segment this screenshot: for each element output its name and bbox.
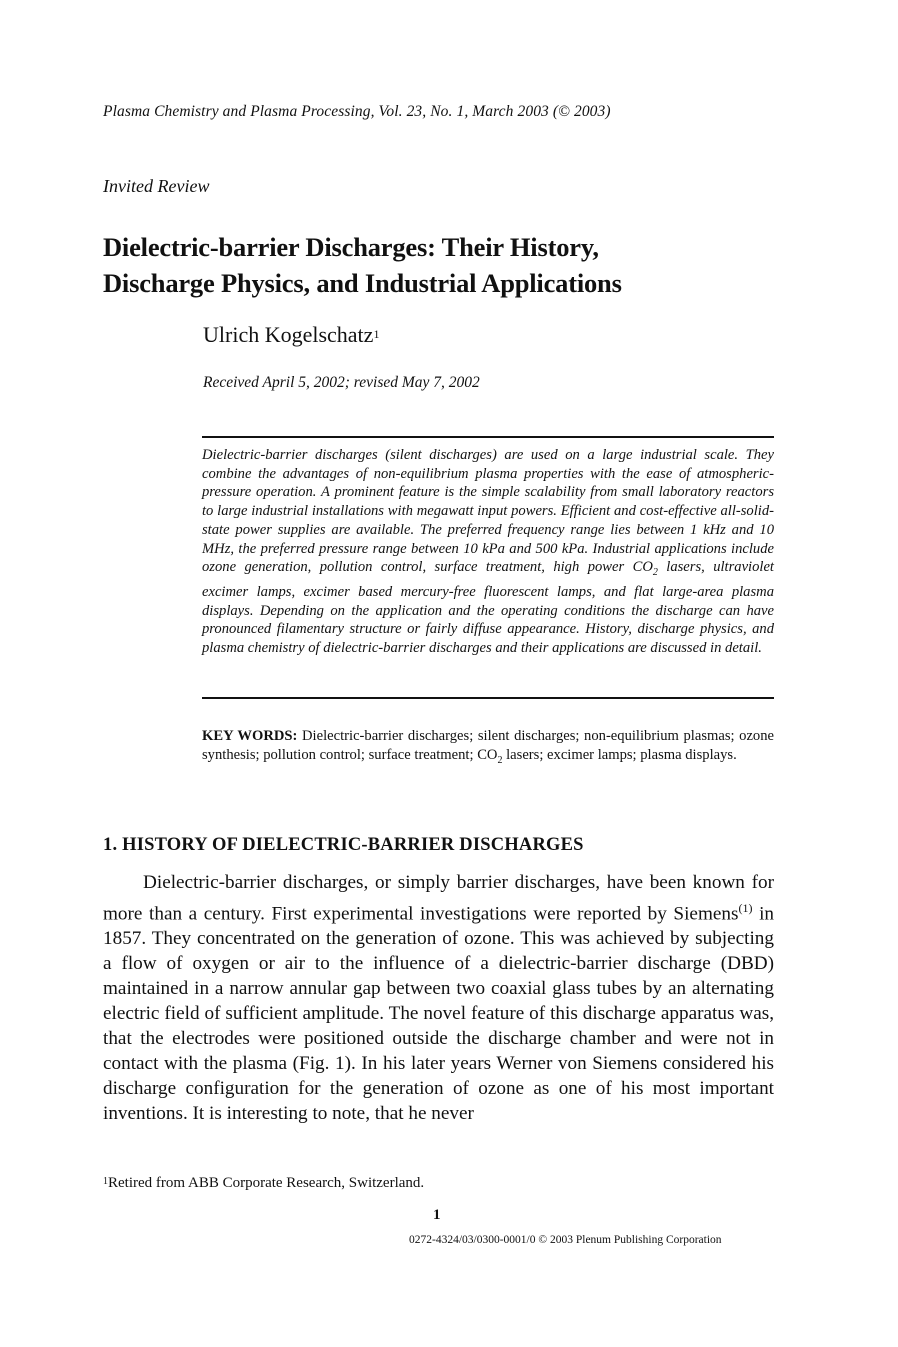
title-line-2: Discharge Physics, and Industrial Applications xyxy=(103,268,622,298)
body-text xyxy=(103,871,774,1126)
body-text-2: in 1857. They concentrated on the generation of ozone. This was achieved by subjecting a flow of oxygen or air to the influence of a dielectric-barrier discharge (DBD) maintained in a narrow annular gap between two coaxial glass tubes by an alternating electric field of sufficient amplitude. The novel feature of this discharge apparatus was, that the electrodes were positioned outside the discharge chamber and were not in contact with the plasma (Fig. 1). In his later years Werner von Siemens considered his discharge configuration for the generation of ozone as one of his most important inventions. It is interesting to note, that he never xyxy=(103,903,774,1124)
article-title xyxy=(103,229,803,301)
citation-mark: (1) xyxy=(738,900,753,915)
keywords-text-1: Dielectric-barrier discharges; silent discharges; non-equilibrium plasmas; ozone synthesis; pollution control; surface treatment; CO xyxy=(202,728,775,763)
abstract xyxy=(202,446,774,658)
abstract-top-rule xyxy=(202,436,774,438)
author-name: Ulrich Kogelschatz xyxy=(203,322,374,347)
abstract-subscript: 2 xyxy=(652,567,658,579)
publisher-identifier: 0272-4324/03/0300-0001/0 © 2003 Plenum Publishing Corporation xyxy=(409,1234,722,1246)
footnote-text: Retired from ABB Corporate Research, Switzerland. xyxy=(108,1175,425,1191)
title-line-1: Dielectric-barrier Discharges: Their History, xyxy=(103,232,599,262)
author-footnote-mark: 1 xyxy=(373,327,380,341)
abstract-text-1: Dielectric-barrier discharges (silent discharges) are used on a large industrial scale. They combine the advantages of non-equilibrium plasma properties with the ease of atmospheric-pressure operation. A prominent feature is the simple scalability from small laboratory reactors to large industrial installations with megawatt input powers. Efficient and cost-effective all-solid-state power supplies are available. The preferred frequency range lies between 1 kHz and 10 MHz, the preferred pressure range between 10 kPa and 500 kPa. Industrial applications include ozone generation, pollution control, surface treatment, high power CO xyxy=(202,447,774,576)
keywords-label: KEY WORDS: xyxy=(202,728,298,744)
body-paragraph xyxy=(103,871,774,1126)
keywords xyxy=(202,727,774,770)
section-heading: 1. HISTORY OF DIELECTRIC-BARRIER DISCHARGES xyxy=(103,835,584,855)
keywords-text-2: lasers; excimer lamps; plasma displays. xyxy=(502,746,737,763)
page-number: 1 xyxy=(433,1207,441,1223)
footnote-mark: 1 xyxy=(103,1176,108,1187)
article-category: Invited Review xyxy=(103,176,210,196)
journal-header: Plasma Chemistry and Plasma Processing, Vol. 23, No. 1, March 2003 (© 2003) xyxy=(103,103,611,120)
received-dates: Received April 5, 2002; revised May 7, 2002 xyxy=(203,374,480,391)
footnote xyxy=(103,1175,424,1192)
abstract-bottom-rule xyxy=(202,697,774,699)
body-text-1: Dielectric-barrier discharges, or simply barrier discharges, have been known for more than a century. First experimental investigations were reported by Siemens xyxy=(103,872,774,925)
keywords-subscript: 2 xyxy=(497,754,503,766)
abstract-text-2: lasers, ultraviolet excimer lamps, excimer based mercury-free fluorescent lamps, and flat large-area plasma displays. Depending on the application and the operating conditions the discharge can have pronounced filamentary structure or fairly diffuse appearance. History, discharge physics, and plasma chemistry of dielectric-barrier discharges and their applications are discussed in detail. xyxy=(202,559,774,656)
author-line xyxy=(203,322,379,348)
